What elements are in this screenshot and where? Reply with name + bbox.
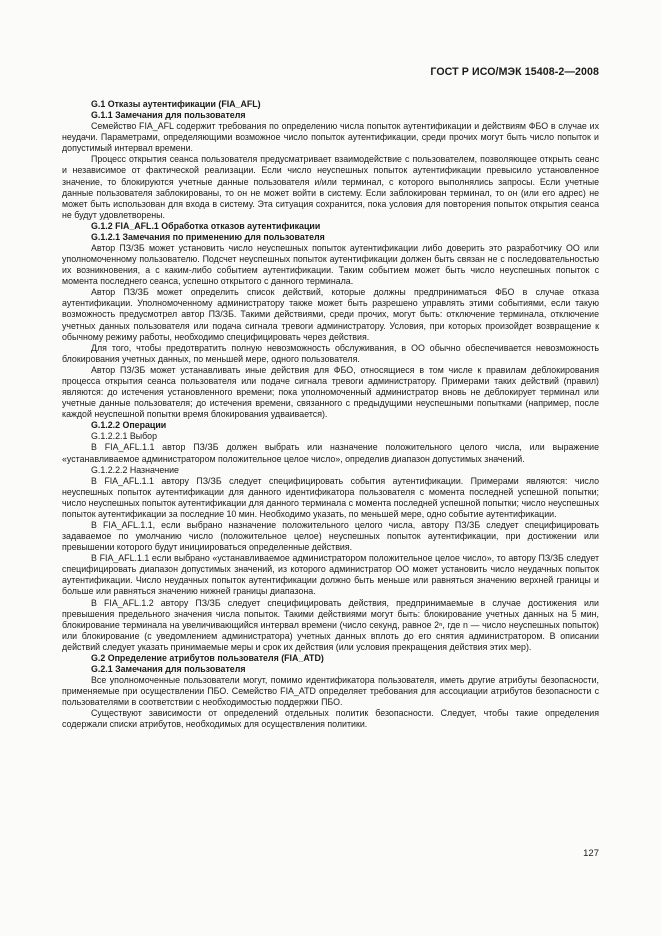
paragraph: Семейство FIA_AFL содержит требования по определению числа попыток аутентификации и действиям ФБО в случае их неудачи. Параметрами, определяющими возможное число попыток аутентификации, среди прочих могут быть число попыток и допустимый интервал времени.	[62, 121, 599, 154]
document-body	[62, 99, 599, 730]
paragraph: Автор ПЗ/ЗБ может определить список действий, которые должны предприниматься ФБО в случае отказа аутентификации. Уполномоченному администратору также может быть разрешено управлять этими событиями, если такую возможность предусмотрел автор ПЗ/ЗБ. Такими действиями, среди прочих, могут быть: отключение терминала, отключение учетных данных пользователя или подача сигнала тревоги администратору. Условия, при которых произойдет возвращение к обычному режиму работы, необходимо специфицировать через действия.	[62, 287, 599, 342]
paragraph: В FIA_AFL.1.1 если выбрано «устанавливаемое администратором положительное целое число», то автору ПЗ/ЗБ следует специфицировать диапазон допустимых значений, из которого администратор ОО может установить число неудачных попыток аутентификации. Число неудачных попыток аутентификации должно быть меньше или равняться значению верхней границы и больше или равняться значению нижней границы диапазона.	[62, 553, 599, 597]
paragraph: Все уполномоченные пользователи могут, помимо идентификатора пользователя, иметь другие атрибуты безопасности, применяемые при осуществлении ПБО. Семейство FIA_ATD определяет требования для ассоциации атрибутов безопасности с пользователями в соответствии с необходимостью поддержки ПБО.	[62, 675, 599, 708]
page-number: 127	[583, 848, 599, 859]
paragraph: Для того, чтобы предотвратить полную невозможность обслуживания, в ОО обычно обеспечивается невозможность блокирования учетных данных, по меньшей мере, одного пользователя.	[62, 342, 599, 364]
paragraph: Автор ПЗ/ЗБ может установить число неуспешных попыток аутентификации либо доверить это разработчику ОО или уполномоченному пользователю. Подсчет неуспешных попыток аутентификации должен быть связан не с последовательностью их возникновения, а с каким-либо событием аутентификации. Таким событием может быть число неуспешных попыток с момента последнего сеанса, успешно открытого с данного терминала.	[62, 243, 599, 287]
paragraph: В FIA_AFL.1.1 автор ПЗ/ЗБ должен выбрать или назначение положительного целого числа, или выражение «устанавливаемое администратором положительное целое число», определив диапазон допустимых значений.	[62, 442, 599, 464]
paragraph: В FIA_AFL.1.1 автору ПЗ/ЗБ следует специфицировать события аутентификации. Примерами являются: число неуспешных попыток аутентификации для данного идентификатора пользователя с момента последней успешной попытки; число неуспешных попыток аутентификации для данного терминала с момента последней успешной попытки; число неуспешных попыток аутентификации за последние 10 мин. Необходимо указать, по меньшей мере, одно событие аутентификации.	[62, 475, 599, 519]
paragraph: Существуют зависимости от определений отдельных политик безопасности. Следует, чтобы такие определения содержали списки атрибутов, необходимых для осуществления политики.	[62, 708, 599, 730]
section-heading: G.2 Определение атрибутов пользователя (FIA_ATD)	[91, 652, 324, 663]
paragraph: Автор ПЗ/ЗБ может устанавливать иные действия для ФБО, относящиеся в том числе к правилам деблокирования процесса открытия сеанса пользователя или подаче сигнала тревоги администратору. Примерами таких действий (правил) являются: до истечения установленного времени; пока уполномоченный администратор вновь не деблокирует терминал или учетные данные пользователя; до истечения времени, связанного с предыдущими неуспешными попытками (например, после каждой неуспешной попытки время блокирования удваивается).	[62, 364, 599, 420]
subsection-heading: G.1.2.1 Замечания по применению для пользователя	[91, 231, 325, 242]
subsubsection-heading: G.1.2.2.2 Назначение	[91, 464, 179, 475]
page-header: ГОСТ Р ИСО/МЭК 15408-2—2008	[430, 66, 599, 78]
subsubsection-heading: G.1.2.2.1 Выбор	[91, 431, 157, 442]
paragraph: В FIA_AFL.1.1, если выбрано назначение положительного целого числа, автору ПЗ/ЗБ следует специфицировать задаваемое по умолчанию число (положительное целое) неуспешных попыток аутентификации, при достижении или превышении которого будут инициироваться определенные действия.	[62, 519, 599, 553]
subsection-heading: G.1.2 FIA_AFL.1 Обработка отказов аутентификации	[91, 220, 321, 231]
section-heading: G.1 Отказы аутентификации (FIA_AFL)	[91, 99, 261, 109]
subsection-heading: G.1.1 Замечания для пользователя	[91, 110, 246, 121]
paragraph: Процесс открытия сеанса пользователя предусматривает взаимодействие с пользователем, позволяющее открыть сеанс и независимое от фактической реализации. Если число неуспешных попыток аутентификации превысило установленное значение, то блокируются учетные данные пользователя и/или терминал, с которого выполнялись запросы. Если учетные данные пользователя заблокированы, то он не может войти в систему. Если заблокирован терминал, то он (или его адрес) не может быть использован для входа в систему. Эта ситуация сохранится, пока условия для повторения попыток открытия сеанса не будут удовлетворены.	[62, 154, 599, 220]
subsection-heading: G.1.2.2 Операции	[91, 420, 167, 431]
paragraph: В FIA_AFL.1.2 автору ПЗ/ЗБ следует специфицировать действия, предпринимаемые в случае достижения или превышения предельного значения числа попыток. Такими действиями могут быть: блокирование учетных данных на 5 мин, блокирование терминала на увеличивающийся интервал времени (число секунд, равное 2ⁿ, где n — число неуспешных попыток) или блокирование (с уведомлением администратора) учетных данных вплоть до его снятия администратором. В описании действий следует указать принимаемые меры и срок их действия (или условия прекращения действия этих мер).	[62, 597, 599, 652]
subsection-heading: G.2.1 Замечания для пользователя	[91, 663, 246, 674]
